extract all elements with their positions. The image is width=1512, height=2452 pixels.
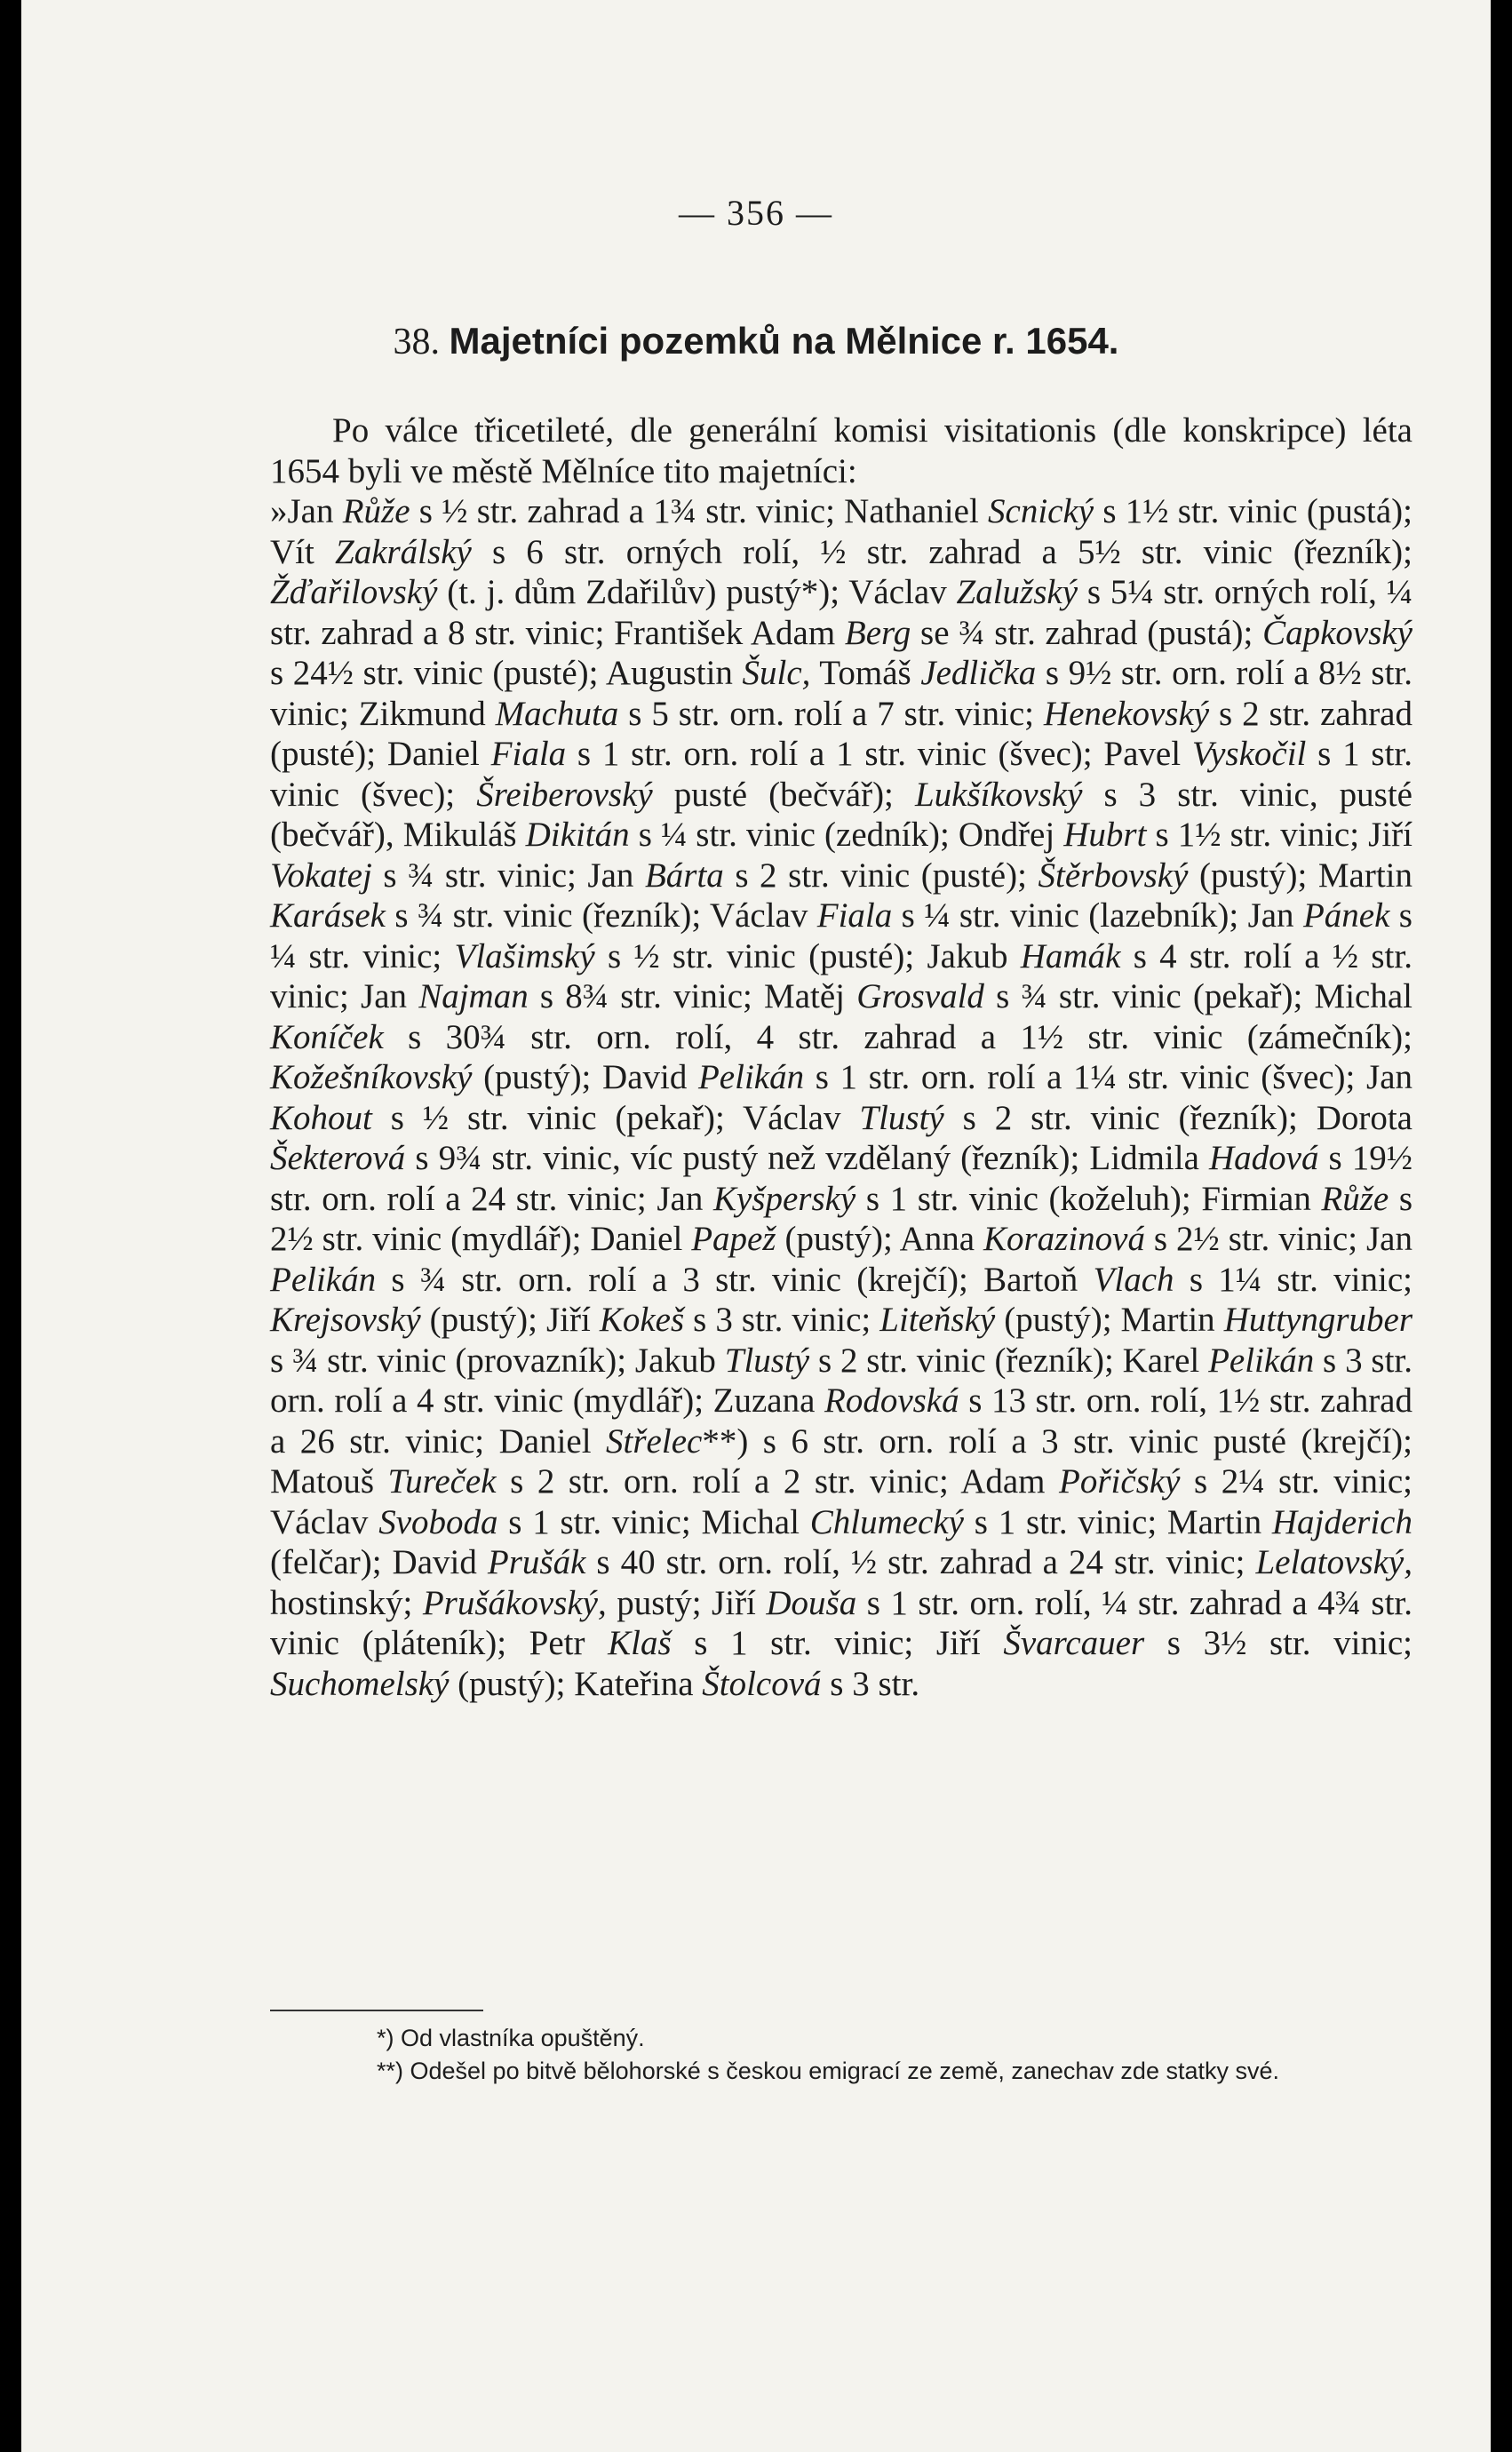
owner-name: Korazinová (983, 1220, 1145, 1258)
owner-name: Prušák (487, 1543, 586, 1581)
text-run: (felčar); David (270, 1543, 488, 1581)
text-run: s 6 str. orných rolí, ½ str. zahrad a 5½ str. vinic (řezník); (471, 532, 1413, 571)
text-run: s ½ str. vinic (pusté); Jakub (594, 936, 1021, 975)
owner-name: Střelec (606, 1421, 703, 1461)
text-run: (pustý); Anna (776, 1220, 983, 1258)
text-run: s ¾ str. vinic (řezník); Václav (386, 896, 817, 935)
text-run: »Jan (270, 492, 343, 530)
text-run: s 1½ str. vinic (pustá); Vít (270, 492, 1413, 571)
owner-name: Krejsovský (270, 1301, 421, 1339)
owner-name: Zalužský (956, 573, 1078, 611)
text-run: s 3 str. (821, 1664, 920, 1703)
owner-name: Štěrbovský (1038, 856, 1189, 895)
owner-name: Zakrálský (335, 532, 472, 571)
section-heading (21, 320, 1491, 363)
text-run: s 1 str. orn. rolí a 1 str. vinic (švec); Pavel (566, 735, 1192, 773)
page-number: — 356 — (679, 193, 833, 233)
text-run: s ½ str. vinic (pekař); Václav (371, 1098, 860, 1137)
owner-name: Pelikán (697, 1058, 805, 1096)
text-run: (pustý); Jiří (420, 1301, 600, 1339)
text-run: s 9½ str. orn. rolí a 8½ str. vinic; Zikmund (270, 654, 1413, 733)
text-run: s 1½ str. vinic; Jiří (1146, 816, 1413, 854)
text-run: **) s 6 str. orn. rolí a 3 str. vinic pusté (krejčí); Matouš (270, 1421, 1413, 1501)
text-run: s 2 str. zahrad (pusté); Daniel (270, 694, 1413, 773)
owner-name: Tlustý (859, 1098, 944, 1137)
text-run: s 2 str. orn. rolí a 2 str. vinic; Adam (496, 1462, 1060, 1501)
owner-name: Štolcová (702, 1664, 822, 1703)
owner-name: Jedlička (920, 654, 1037, 692)
owner-name: Grosvald (856, 977, 984, 1015)
text-run: s 1 str. vinic (švec); (270, 735, 1413, 814)
owner-name: Pořičský (1059, 1462, 1181, 1501)
footnotes (270, 2022, 1413, 2088)
owner-name: Růže (1321, 1179, 1389, 1218)
owners-paragraph (270, 491, 1413, 1704)
owner-name: Berg (844, 613, 911, 652)
text-run: s 3 str. vinic; (684, 1301, 880, 1339)
owner-name: Koníček (270, 1017, 384, 1056)
text-run: s 4 str. rolí a ½ str. vinic; Jan (270, 936, 1413, 1015)
text-run: s 2 str. vinic (řezník); Dorota (943, 1098, 1413, 1137)
text-run: s ¼ str. vinic (lazebník); Jan (892, 896, 1303, 935)
footnote-rule (270, 2010, 483, 2011)
owner-name: Huttyngruber (1223, 1301, 1413, 1339)
footnote-1: *) Od vlastníka opuštěný. (377, 2025, 645, 2051)
text-run: s 1 str. orn. rolí a 1¼ str. vinic (švec); Jan (804, 1058, 1413, 1096)
text-run: se ¾ str. zahrad (pustá); (911, 613, 1263, 652)
owner-name: Svoboda (378, 1502, 498, 1541)
text-run: s 40 str. orn. rolí, ½ str. zahrad a 24 str. vinic; (585, 1543, 1256, 1581)
owner-name: Kožešníkovský (270, 1058, 473, 1096)
text-run: s 2 str. vinic (řezník); Karel (809, 1341, 1209, 1380)
owner-name: Douša (766, 1583, 857, 1622)
owner-name: Vyskočil (1191, 735, 1307, 773)
owner-name: Prušákovský, (422, 1583, 607, 1622)
text-run: Tomáš (810, 654, 921, 692)
text-run: s ½ str. zahrad a 1¾ str. vinic; Nathaniel (410, 492, 989, 530)
text-run: s 3½ str. vinic; (1144, 1624, 1413, 1662)
owner-name: Vlašimský (454, 936, 595, 975)
owner-name: Lelatovský, (1255, 1543, 1413, 1581)
text-run: s ¾ str. vinic (pekař); Michal (983, 977, 1413, 1015)
owner-name: Klaš (608, 1624, 672, 1662)
text-run: s 1 str. vinic (koželuh); Firmian (855, 1179, 1322, 1218)
owner-name: Kokeš (599, 1301, 685, 1339)
text-run: s 2½ str. vinic; Jan (1144, 1220, 1413, 1258)
owner-name: Kohout (270, 1098, 372, 1137)
text-run: hostinský; (270, 1583, 423, 1622)
owner-name: Šulc, (742, 654, 811, 692)
text-run: s 3 str. vinic, pusté (bečvář), Mikuláš (270, 775, 1413, 854)
owner-name: Šreiberovský (476, 775, 653, 814)
owner-name: Růže (342, 492, 410, 530)
text-run: s ¾ str. vinic; Jan (371, 856, 645, 895)
owner-name: Pánek (1302, 896, 1390, 935)
intro-paragraph: Po válce třicetileté, dle generální komisi visitationis (dle konskripce) léta 1654 byli ve městě Mělníce tito majetníci: (270, 411, 1413, 490)
owner-name: Hadová (1208, 1139, 1319, 1177)
owner-name: Pelikán (270, 1260, 377, 1299)
text-run: s 1¼ str. vinic; (1174, 1260, 1413, 1299)
owner-name: Fiala (490, 735, 567, 773)
section-number: 38. (393, 322, 441, 362)
owner-name: Tureček (387, 1462, 497, 1501)
owner-name: Machuta (495, 694, 619, 733)
text-run: s 2 str. vinic (pusté); (723, 856, 1039, 895)
text-run: s ¾ str. vinic (provazník); Jakub (270, 1341, 725, 1380)
owner-name: Rodovská (824, 1381, 959, 1420)
owner-name: Kyšperský (712, 1179, 856, 1218)
text-run: (pustý); David (472, 1058, 698, 1096)
section-title: Majetníci pozemků na Mělnice r. 1654. (449, 320, 1119, 362)
text-run: s 13 str. orn. rolí, 1½ str. zahrad a 26 str. vinic; Daniel (270, 1381, 1413, 1461)
text-run: pusté (bečvář); (652, 775, 915, 814)
text-run: (pustý); Martin (1188, 856, 1413, 895)
owner-name: Hajderich (1271, 1502, 1413, 1541)
owner-name: Švarcauer (1003, 1624, 1145, 1662)
text-run: (pustý); Kateřina (449, 1664, 703, 1703)
footnote-2: **) Odešel po bitvě bělohorské s českou emigrací ze země, zanechav zde statky své. (377, 2058, 1279, 2084)
owner-name: Šekterová (270, 1139, 406, 1177)
text-run: s 3 str. orn. rolí a 4 str. vinic (mydlář); Zuzana (270, 1341, 1413, 1420)
owner-name: Tlustý (724, 1341, 810, 1380)
text-run: (pustý); Martin (995, 1301, 1224, 1339)
text-run: s 1 str. vinic; Michal (497, 1502, 810, 1541)
text-run: (t. j. dům Zdařilův) pustý*); Václav (437, 573, 957, 611)
owner-name: Najman (418, 977, 529, 1015)
owner-name: Žďařilovský (270, 573, 438, 611)
owner-name: Čapkovský (1262, 613, 1413, 652)
owner-name: Dikitán (525, 816, 630, 854)
text-run: s 2½ str. vinic (mydlář); Daniel (270, 1179, 1413, 1258)
owner-name: Hamák (1020, 936, 1121, 975)
text-run: s 5¼ str. orných rolí, ¼ str. zahrad a 8 str. vinic; František Adam (270, 573, 1413, 652)
owner-name: Bárta (644, 856, 724, 895)
text-run: s ¾ str. orn. rolí a 3 str. vinic (krejčí); Bartoň (376, 1260, 1094, 1299)
owner-name: Lukšíkovský (914, 775, 1083, 814)
owner-name: Vokatej (270, 856, 372, 895)
text-run: s 24½ str. vinic (pusté); Augustin (270, 654, 743, 692)
text-run: s 1 str. vinic; Martin (963, 1502, 1272, 1541)
document-page (21, 0, 1491, 2452)
text-run: s 8¾ str. vinic; Matěj (528, 977, 857, 1015)
text-run: s ¼ str. vinic (zedník); Ondřej (629, 816, 1064, 854)
text-run: s 30¾ str. orn. rolí, 4 str. zahrad a 1½ str. vinic (zámečník); (383, 1017, 1413, 1056)
owner-name: Vlach (1093, 1260, 1174, 1299)
text-run: pustý; Jiří (606, 1583, 767, 1622)
owner-name: Suchomelský (270, 1664, 450, 1703)
body-text (270, 410, 1413, 1704)
owner-name: Henekovský (1043, 694, 1210, 733)
text-run: s 2¼ str. vinic; Václav (270, 1462, 1413, 1541)
owner-name: Papež (691, 1220, 776, 1258)
owner-name: Chlumecký (809, 1502, 964, 1541)
text-run: s ¼ str. vinic; (270, 896, 1413, 975)
owner-name: Liteňský (879, 1301, 996, 1339)
owner-name: Karásek (270, 896, 386, 935)
owner-name: Fiala (816, 896, 893, 935)
text-run: s 1 str. vinic; Jiří (671, 1624, 1004, 1662)
text-run: s 1 str. orn. rolí, ¼ str. zahrad a 4¾ str. vinic (pláteník); Petr (270, 1583, 1413, 1662)
text-run: s 5 str. orn. rolí a 7 str. vinic; (618, 694, 1044, 733)
owner-name: Pelikán (1208, 1341, 1315, 1380)
text-run: s 9¾ str. vinic, víc pustý než vzdělaný (řezník); Lidmila (405, 1139, 1209, 1177)
owner-name: Scnický (988, 492, 1094, 530)
text-run: s 19½ str. orn. rolí a 24 str. vinic; Jan (270, 1139, 1413, 1218)
owner-name: Hubrt (1063, 816, 1147, 854)
